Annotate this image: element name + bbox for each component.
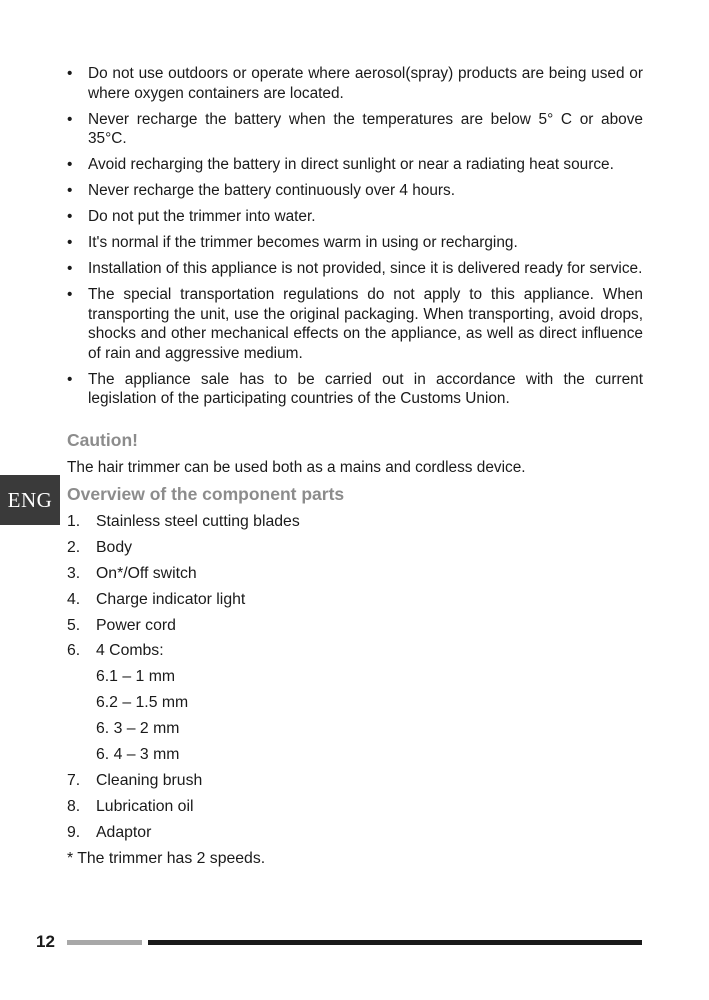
comb-size-item: 6. 3 – 2 mm [96, 720, 180, 738]
item-number: 8. [67, 797, 81, 815]
bullet-item [67, 259, 643, 279]
caution-text: The hair trimmer can be used both as a mains and cordless device. [67, 459, 526, 476]
list-item [67, 535, 300, 561]
bullet-text: Do not use outdoors or operate where aerosol(spray) products are being used or where oxygen containers are located. [88, 65, 643, 102]
item-text: 4 Combs: [96, 642, 164, 660]
item-text: Lubrication oil [96, 797, 194, 815]
item-number: 9. [67, 823, 81, 841]
bullet-item [67, 370, 643, 409]
bullet-item [67, 285, 643, 363]
item-number: 4. [67, 590, 81, 608]
bullet-symbol: • [67, 110, 73, 128]
bullet-item [67, 207, 643, 227]
comb-size-item: 6.1 – 1 mm [96, 668, 176, 686]
item-text: Stainless steel cutting blades [96, 513, 300, 530]
comb-size-item: 6.2 – 1.5 mm [96, 694, 189, 712]
overview-heading: Overview of the component parts [67, 484, 345, 504]
bullet-symbol: • [67, 208, 73, 225]
list-item [67, 561, 300, 587]
list-item [67, 638, 300, 664]
item-text: Adaptor [96, 823, 152, 841]
bullet-symbol: • [67, 65, 73, 82]
item-number: 2. [67, 538, 81, 556]
footer-black-bar [148, 940, 642, 945]
bullet-item [67, 110, 643, 149]
list-item [67, 768, 300, 794]
bullet-text: Never recharge the battery when the temperatures are below 5° C or above 35°C. [88, 110, 643, 147]
component-parts-list [67, 509, 300, 871]
language-tab: ENG [0, 475, 60, 525]
bullet-symbol: • [67, 234, 73, 251]
bullet-item [67, 155, 643, 175]
bullet-text: Avoid recharging the battery in direct sunlight or near a radiating heat source. [88, 156, 614, 173]
bullet-text: The special transportation regulations do not apply to this appliance. When transporting the unit, use the original packaging. When transporting, avoid drops, shocks and other mechanical effects on the appliance, as well as direct influence of rain and aggressive medium. [88, 286, 643, 362]
item-text: Body [96, 538, 133, 556]
item-number: 3. [67, 564, 81, 582]
footer-gray-bar [67, 940, 142, 945]
item-text: On*/Off switch [96, 564, 197, 582]
bullet-text: It's normal if the trimmer becomes warm in using or recharging. [88, 234, 518, 251]
item-text: Cleaning brush [96, 771, 203, 789]
footnote: * The trimmer has 2 speeds. [67, 849, 266, 867]
bullet-symbol: • [67, 182, 73, 199]
bullet-symbol: • [67, 370, 73, 388]
caution-heading: Caution! [67, 430, 138, 450]
safety-bullet-list [67, 64, 643, 415]
list-item [67, 509, 300, 535]
bullet-text: Installation of this appliance is not provided, since it is delivered ready for service. [88, 260, 643, 277]
item-number: 5. [67, 616, 81, 634]
page-number: 12 [36, 932, 55, 951]
list-item [67, 820, 300, 846]
bullet-item [67, 181, 643, 201]
item-number: 1. [67, 513, 81, 530]
bullet-symbol: • [67, 156, 73, 173]
bullet-text: Do not put the trimmer into water. [88, 208, 316, 225]
bullet-text: Never recharge the battery continuously over 4 hours. [88, 182, 456, 199]
bullet-symbol: • [67, 286, 73, 303]
item-text: Power cord [96, 616, 176, 634]
item-number: 6. [67, 642, 81, 660]
comb-size-item: 6. 4 – 3 mm [96, 746, 180, 764]
bullet-text: The appliance sale has to be carried out in accordance with the current legislation of the participating countries of the Customs Union. [88, 370, 643, 407]
bullet-symbol: • [67, 260, 73, 277]
list-item [67, 587, 300, 613]
list-item [67, 794, 300, 820]
bullet-item [67, 64, 643, 103]
list-item [67, 613, 300, 639]
item-number: 7. [67, 771, 81, 789]
bullet-item [67, 233, 643, 253]
item-text: Charge indicator light [96, 590, 246, 608]
